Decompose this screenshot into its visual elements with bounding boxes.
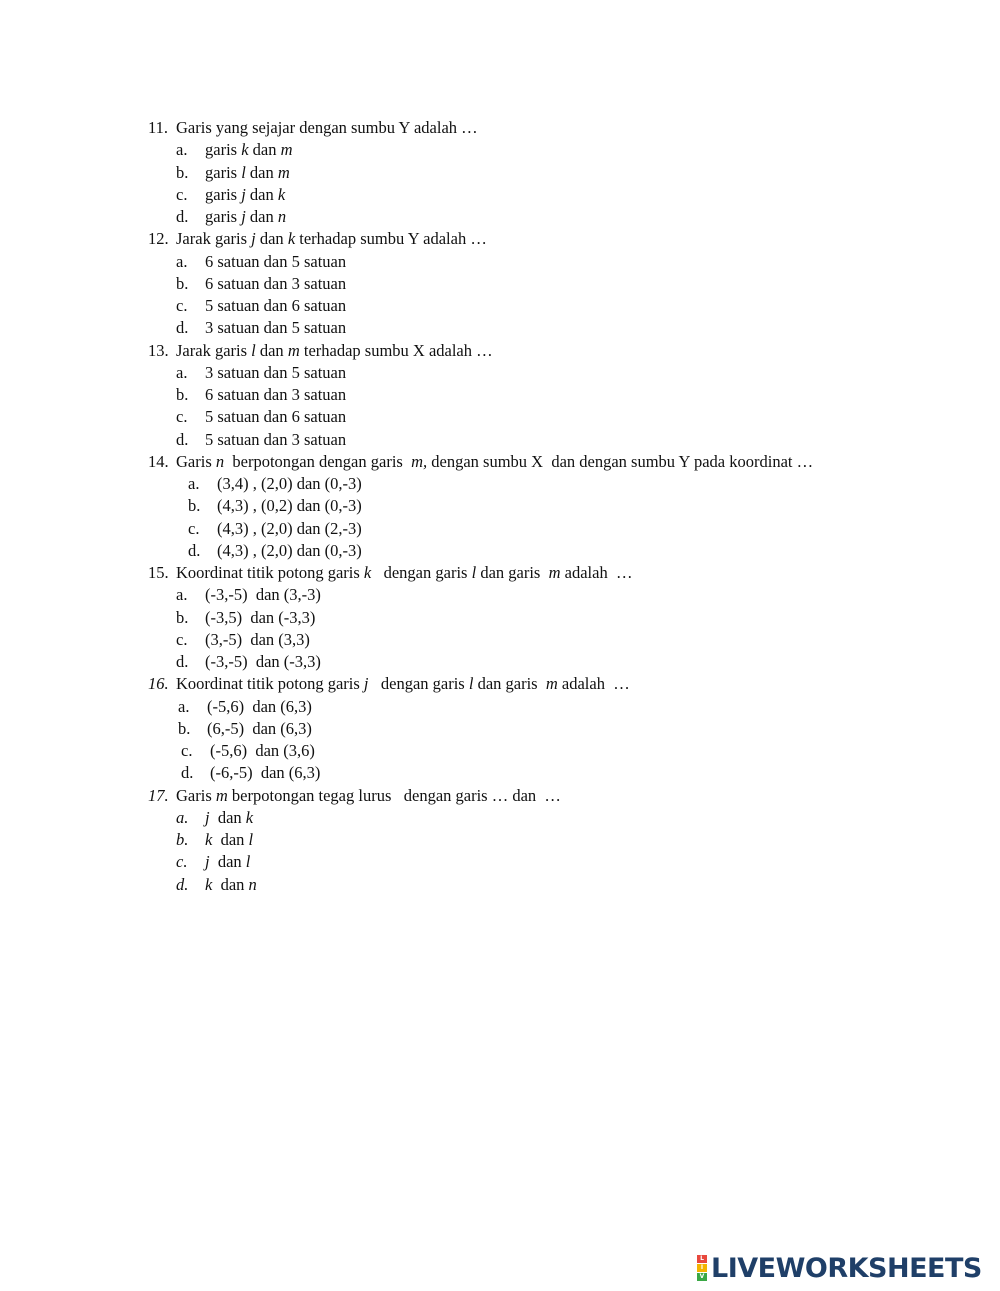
answer-option-c[interactable]	[176, 406, 346, 428]
text-run: 5 satuan dan 3 satuan	[205, 429, 347, 449]
text-run: Koordinat titik potong garis	[176, 563, 364, 582]
text-run: garis	[205, 184, 242, 204]
option-text	[205, 363, 346, 382]
option-letter: b.	[188, 496, 201, 516]
answer-option-c[interactable]	[181, 740, 315, 762]
answer-option-a[interactable]	[178, 696, 312, 718]
italic-text-run: m	[277, 162, 290, 182]
text-run: (-3,-5) dan (-3,3)	[205, 652, 321, 671]
italic-text-run: j	[205, 852, 210, 872]
answer-option-b[interactable]	[176, 607, 315, 629]
text-run: (-5,6) dan (6,3)	[207, 696, 312, 716]
italic-text-run: m	[545, 674, 558, 694]
option-letter: b.	[176, 607, 189, 627]
option-text	[205, 185, 285, 204]
liveworksheets-logo	[697, 1255, 707, 1281]
text-run: 6 satuan dan 5 satuan	[205, 251, 347, 271]
italic-text-run: j	[241, 207, 246, 226]
answer-option-d[interactable]	[188, 540, 362, 562]
question-stem	[176, 341, 493, 360]
answer-option-c[interactable]	[176, 295, 346, 317]
text-run: 3 satuan dan 5 satuan	[205, 318, 347, 338]
question-12	[148, 228, 487, 250]
text-run: dengan sumbu X dan dengan sumbu Y pada koordinat …	[427, 451, 814, 471]
option-text	[205, 207, 286, 226]
brand-wordmark: LIVEWORKSHEETS	[711, 1252, 982, 1284]
italic-text-run: j	[241, 184, 246, 204]
answer-option-b[interactable]	[176, 384, 346, 406]
answer-option-a[interactable]	[176, 362, 346, 384]
text-run: (6,-5) dan (6,3)	[207, 718, 312, 738]
answer-option-c[interactable]	[176, 851, 250, 873]
text-run: (3,4) , (2,0) dan (0,-3)	[217, 474, 362, 493]
italic-text-run: l	[245, 852, 251, 872]
question-number: 11.	[148, 118, 169, 137]
text-run: adalah …	[557, 674, 630, 694]
option-text	[207, 697, 312, 716]
italic-text-run: m,	[411, 451, 428, 471]
text-run: (4,3) , (2,0) dan (0,-3)	[217, 540, 362, 560]
option-text	[210, 763, 320, 782]
option-text	[217, 541, 362, 560]
option-text	[217, 496, 362, 515]
text-run: (-3,-5) dan (3,-3)	[205, 585, 321, 605]
option-text	[207, 719, 312, 738]
option-text	[217, 519, 362, 538]
italic-text-run: l	[251, 340, 256, 360]
option-text	[205, 430, 346, 449]
text-run: 5 satuan dan 6 satuan	[205, 296, 347, 315]
option-text	[205, 630, 310, 649]
option-letter: c.	[181, 741, 193, 760]
question-17	[148, 785, 561, 807]
option-text	[205, 608, 315, 627]
option-text	[205, 875, 257, 894]
option-text	[205, 808, 253, 827]
text-run: garis	[205, 140, 242, 160]
text-run: (-3,5) dan (-3,3)	[205, 607, 316, 627]
text-run: garis	[205, 162, 242, 182]
option-text	[205, 407, 346, 426]
text-run: dan garis	[476, 563, 549, 582]
option-letter: d.	[176, 874, 189, 894]
option-letter: d.	[176, 652, 189, 671]
answer-option-a[interactable]	[176, 139, 293, 161]
answer-option-a[interactable]	[176, 807, 253, 829]
question-16	[148, 673, 630, 695]
text-run: Garis	[176, 451, 216, 471]
text-run: Jarak garis	[176, 340, 252, 360]
text-run: dan	[255, 340, 288, 360]
answer-option-b[interactable]	[178, 718, 312, 740]
answer-option-d[interactable]	[181, 762, 320, 784]
text-run: dan	[245, 207, 278, 226]
text-run: terhadap sumbu X adalah …	[299, 340, 493, 360]
answer-option-c[interactable]	[176, 629, 310, 651]
option-letter: d.	[181, 763, 194, 783]
text-run: berpotongan dengan garis	[224, 451, 412, 471]
text-run: Jarak garis	[176, 229, 252, 249]
option-letter: d.	[176, 429, 189, 449]
option-letter: a.	[176, 362, 188, 382]
text-run: (4,3) , (2,0) dan (2,-3)	[217, 518, 362, 538]
italic-text-run: m	[215, 785, 228, 805]
text-run: dan	[212, 874, 249, 894]
answer-option-b[interactable]	[176, 829, 253, 851]
option-letter: c.	[176, 852, 188, 872]
answer-option-d[interactable]	[176, 429, 346, 451]
option-letter: a.	[178, 696, 190, 716]
liveworksheets-brand	[697, 1252, 982, 1284]
answer-option-b[interactable]	[188, 495, 362, 517]
italic-text-run: k	[277, 184, 286, 204]
option-text	[205, 852, 250, 871]
text-run: 5 satuan dan 6 satuan	[205, 407, 347, 427]
answer-option-d[interactable]	[176, 651, 321, 673]
option-letter: a.	[176, 807, 189, 827]
question-stem	[176, 786, 561, 805]
question-stem	[176, 674, 630, 693]
option-letter: d.	[176, 318, 189, 338]
text-run: berpotongan tegag lurus dengan garis … dan …	[227, 785, 561, 805]
logo-block: I	[697, 1264, 707, 1272]
option-text	[205, 296, 346, 315]
question-number: 13.	[148, 340, 169, 360]
text-run: (3,-5) dan (3,3)	[205, 629, 310, 649]
text-run: Garis	[176, 785, 216, 805]
text-run: garis	[205, 207, 242, 226]
option-letter: a.	[176, 585, 188, 605]
text-run: (-5,6) dan (3,6)	[210, 741, 315, 760]
option-letter: d.	[176, 207, 189, 226]
italic-text-run: k	[241, 140, 249, 160]
text-run: Garis yang sejajar dengan sumbu Y adalah …	[176, 118, 478, 137]
text-run: adalah …	[560, 563, 633, 582]
italic-text-run: k	[205, 874, 213, 894]
answer-option-c[interactable]	[188, 518, 362, 540]
option-letter: a.	[176, 251, 188, 271]
italic-text-run: l	[248, 830, 254, 849]
text-run: dan	[209, 852, 246, 872]
option-letter: c.	[176, 629, 188, 649]
option-text	[217, 474, 362, 493]
text-run: dengan garis	[371, 563, 472, 582]
question-number: 15.	[148, 563, 169, 582]
question-13	[148, 340, 493, 362]
logo-block: V	[697, 1273, 707, 1281]
option-text	[205, 652, 321, 671]
italic-text-run: l	[468, 674, 474, 694]
option-text	[205, 585, 321, 604]
answer-option-b[interactable]	[176, 162, 290, 184]
option-letter: b.	[176, 385, 189, 404]
logo-block: L	[697, 1255, 707, 1263]
text-run: dan	[212, 830, 249, 849]
answer-option-d[interactable]	[176, 317, 346, 339]
question-number: 17.	[148, 785, 169, 805]
question-11	[148, 117, 478, 139]
italic-text-run: n	[248, 874, 257, 894]
option-text	[205, 830, 253, 849]
text-run: dan	[245, 184, 278, 204]
option-text	[205, 274, 346, 293]
text-run: Koordinat titik potong garis	[176, 674, 364, 694]
option-letter: c.	[188, 518, 200, 538]
answer-option-a[interactable]	[176, 584, 321, 606]
question-stem	[176, 452, 813, 471]
text-run: dan	[209, 807, 246, 827]
italic-text-run: j	[363, 674, 369, 694]
answer-option-b[interactable]	[176, 273, 346, 295]
question-number: 14.	[148, 451, 169, 471]
italic-text-run: k	[287, 229, 296, 249]
italic-text-run: n	[277, 207, 287, 226]
italic-text-run: k	[363, 563, 372, 582]
text-run: dan	[248, 140, 281, 160]
answer-option-a[interactable]	[188, 473, 362, 495]
question-stem	[176, 563, 632, 582]
answer-option-d[interactable]	[176, 206, 286, 228]
answer-option-c[interactable]	[176, 184, 285, 206]
text-run: (4,3) , (0,2) dan (0,-3)	[217, 496, 362, 516]
question-number: 16.	[148, 674, 169, 694]
text-run: 3 satuan dan 5 satuan	[205, 362, 347, 382]
text-run: terhadap sumbu Y adalah …	[295, 229, 487, 249]
text-run: dan	[245, 162, 278, 182]
option-letter: a.	[188, 474, 200, 493]
option-letter: c.	[176, 296, 188, 315]
text-run: 6 satuan dan 3 satuan	[205, 385, 347, 404]
option-letter: c.	[176, 407, 188, 427]
italic-text-run: k	[245, 807, 254, 827]
option-text	[205, 140, 293, 159]
option-letter: b.	[176, 273, 189, 293]
italic-text-run: m	[280, 140, 293, 160]
text-run: dan	[255, 229, 288, 249]
italic-text-run: l	[241, 162, 246, 182]
question-stem	[176, 229, 487, 248]
option-letter: a.	[176, 140, 188, 160]
italic-text-run: m	[287, 340, 300, 360]
italic-text-run: l	[471, 563, 477, 582]
text-run: dengan garis	[368, 674, 469, 694]
text-run: dan garis	[473, 674, 546, 694]
option-letter: b.	[176, 162, 189, 182]
answer-option-d[interactable]	[176, 874, 257, 896]
answer-option-a[interactable]	[176, 251, 346, 273]
question-14	[148, 451, 813, 473]
italic-text-run: j	[251, 229, 256, 249]
italic-text-run: k	[205, 830, 213, 849]
option-letter: b.	[178, 718, 191, 738]
option-text	[205, 163, 290, 182]
option-text	[205, 318, 346, 337]
text-run: 6 satuan dan 3 satuan	[205, 273, 347, 293]
italic-text-run: m	[548, 563, 561, 582]
option-letter: b.	[176, 830, 189, 849]
option-text	[210, 741, 315, 760]
option-letter: d.	[188, 540, 201, 560]
text-run: (-6,-5) dan (6,3)	[210, 763, 321, 783]
italic-text-run: n	[215, 451, 225, 471]
option-letter: c.	[176, 184, 188, 204]
question-stem	[176, 118, 478, 137]
question-15	[148, 562, 632, 584]
option-text	[205, 385, 346, 404]
question-number: 12.	[148, 229, 169, 249]
option-text	[205, 252, 346, 271]
italic-text-run: j	[205, 807, 210, 827]
